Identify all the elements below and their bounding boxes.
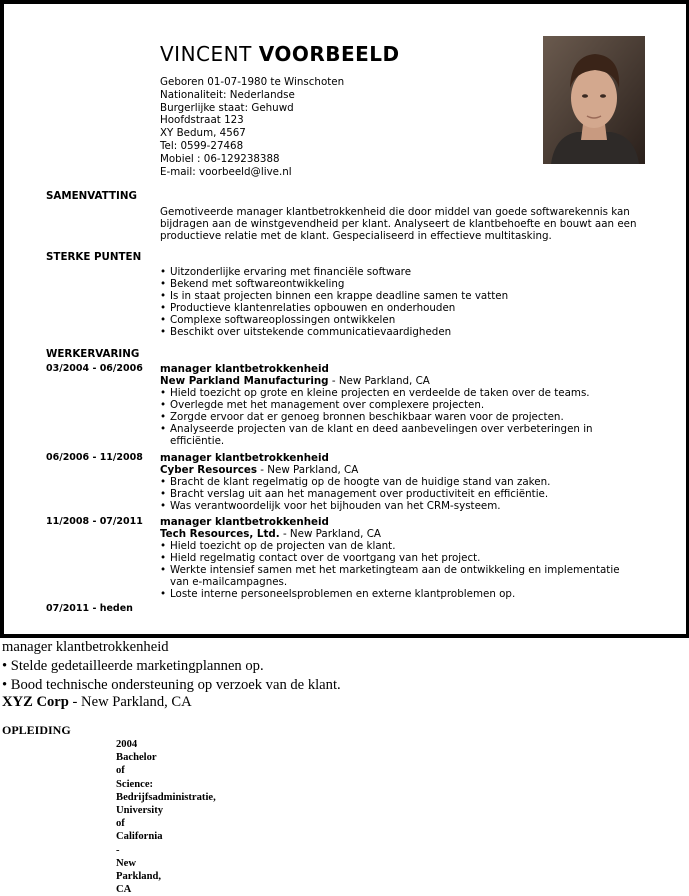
job-dates: 11/2008 - 07/2011 — [46, 516, 143, 527]
edu-line: Bedrijfsadministratie, — [116, 791, 216, 803]
job-title: manager klantbetrokkenheid — [160, 516, 329, 528]
section-title-experience: WERKERVARING — [46, 348, 140, 360]
job-dates: 03/2004 - 06/2006 — [46, 363, 143, 374]
summary-text: Gemotiveerde manager klantbetrokkenheid die door middel van goede softwarekennis kan bijdragen aan de winstgevendheid per klant. Analyseert de klantbehoefte en bouwt aan een productieve relatie met de klant. Gespecialiseerd in effectieve multitasking. — [160, 206, 637, 242]
job-company: Tech Resources, Ltd. — [160, 528, 280, 540]
job-bullet: • Hield regelmatig contact over de voortgang van het project. — [160, 552, 640, 564]
job-bullet: • Bracht de klant regelmatig op de hoogte van de huidige stand van zaken. — [160, 476, 640, 488]
overflow-bullet: • Stelde gedetailleerde marketingplannen op. — [2, 658, 264, 674]
job-company-line — [160, 528, 640, 540]
birth-info: Geboren 01-07-1980 te Winschoten — [160, 76, 345, 88]
profile-photo — [543, 36, 645, 164]
overflow-bullet: • Bood technische ondersteuning op verzoek van de klant. — [2, 677, 341, 693]
edu-line: New — [116, 857, 137, 869]
job-bullet: • Analyseerde projecten van de klant en deed aanbevelingen over verbeteringen in efficiëntie. — [160, 423, 640, 447]
edu-line: Science: — [116, 778, 154, 790]
job-bullet: • Hield toezicht op de projecten van de klant. — [160, 540, 640, 552]
strength-item: • Beschikt over uitstekende communicatievaardigheden — [160, 326, 640, 338]
edu-line: - — [116, 844, 120, 856]
overflow-location: - New Parkland, CA — [68, 694, 192, 710]
section-title-summary: SAMENVATTING — [46, 190, 137, 202]
edu-line: Parkland, — [116, 871, 162, 883]
job-bullet: • Bracht verslag uit aan het management over productiviteit en efficiëntie. — [160, 488, 640, 500]
nationality: Nationaliteit: Nederlandse — [160, 88, 295, 101]
edu-line: of — [116, 765, 125, 777]
overflow-company-line — [2, 693, 192, 711]
phone: Tel: 0599-27468 — [160, 139, 244, 152]
edu-line: University — [116, 805, 164, 817]
job-bullet: • Loste interne personeelsproblemen en externe klantproblemen op. — [160, 588, 640, 600]
strength-item: • Complexe softwareoplossingen ontwikkelen — [160, 314, 640, 326]
edu-line: CA — [116, 884, 132, 896]
job-dates: 06/2006 - 11/2008 — [46, 452, 143, 463]
street-address: Hoofdstraat 123 — [160, 114, 244, 127]
resume-name — [160, 42, 400, 66]
edu-line: Bachelor — [116, 752, 157, 764]
email: E-mail: voorbeeld@live.nl — [160, 165, 292, 178]
strength-item: • Bekend met softwareontwikkeling — [160, 278, 640, 290]
job-company-line — [160, 464, 640, 476]
job-bullet: • Overlegde met het management over complexere projecten. — [160, 399, 640, 411]
job-bullet: • Was verantwoordelijk voor het bijhouden van het CRM-systeem. — [160, 500, 640, 512]
job-dates: 07/2011 - heden — [46, 603, 133, 614]
section-title-education: OPLEIDING — [2, 723, 71, 737]
job-location: - New Parkland, CA — [257, 464, 359, 476]
overflow-job-title: manager klantbetrokkenheid — [2, 639, 169, 655]
last-name: VOORBEELD — [258, 42, 400, 66]
job-company: New Parkland Manufacturing — [160, 375, 329, 387]
job-title: manager klantbetrokkenheid — [160, 452, 329, 464]
job-location: - New Parkland, CA — [279, 528, 381, 540]
edu-line: of — [116, 818, 125, 830]
job-company: Cyber Resources — [160, 464, 258, 476]
job-title: manager klantbetrokkenheid — [160, 363, 329, 375]
job-entry — [160, 516, 640, 600]
education-entry — [116, 738, 226, 896]
strength-item: • Is in staat projecten binnen een krappe deadline samen te vatten — [160, 290, 640, 302]
strength-item: • Uitzonderlijke ervaring met financiële software — [160, 266, 640, 278]
first-name: VINCENT — [160, 42, 252, 66]
job-bullet: • Hield toezicht op grote en kleine projecten en verdeelde de taken over de teams. — [160, 387, 640, 399]
edu-line: California — [116, 831, 163, 843]
edu-year: 2004 — [116, 739, 138, 750]
marital-status: Burgerlijke staat: Gehuwd — [160, 101, 294, 114]
job-location: - New Parkland, CA — [328, 375, 430, 387]
job-bullet: • Werkte intensief samen met het marketingteam aan de ontwikkeling en implementatie van e-mailcampagnes. — [160, 564, 640, 588]
job-company-line — [160, 375, 640, 387]
postal-city: XY Bedum, 4567 — [160, 127, 246, 140]
section-title-strengths: STERKE PUNTEN — [46, 251, 142, 263]
job-bullet: • Zorgde ervoor dat er genoeg bronnen beschikbaar waren voor de projecten. — [160, 411, 640, 423]
mobile: Mobiel : 06-129238388 — [160, 152, 280, 165]
strength-item: • Productieve klantenrelaties opbouwen en onderhouden — [160, 302, 640, 314]
strengths-list — [160, 266, 640, 338]
overflow-company: XYZ Corp — [2, 694, 69, 710]
personal-details — [160, 76, 344, 178]
job-entry — [160, 452, 640, 512]
job-entry — [160, 363, 640, 447]
